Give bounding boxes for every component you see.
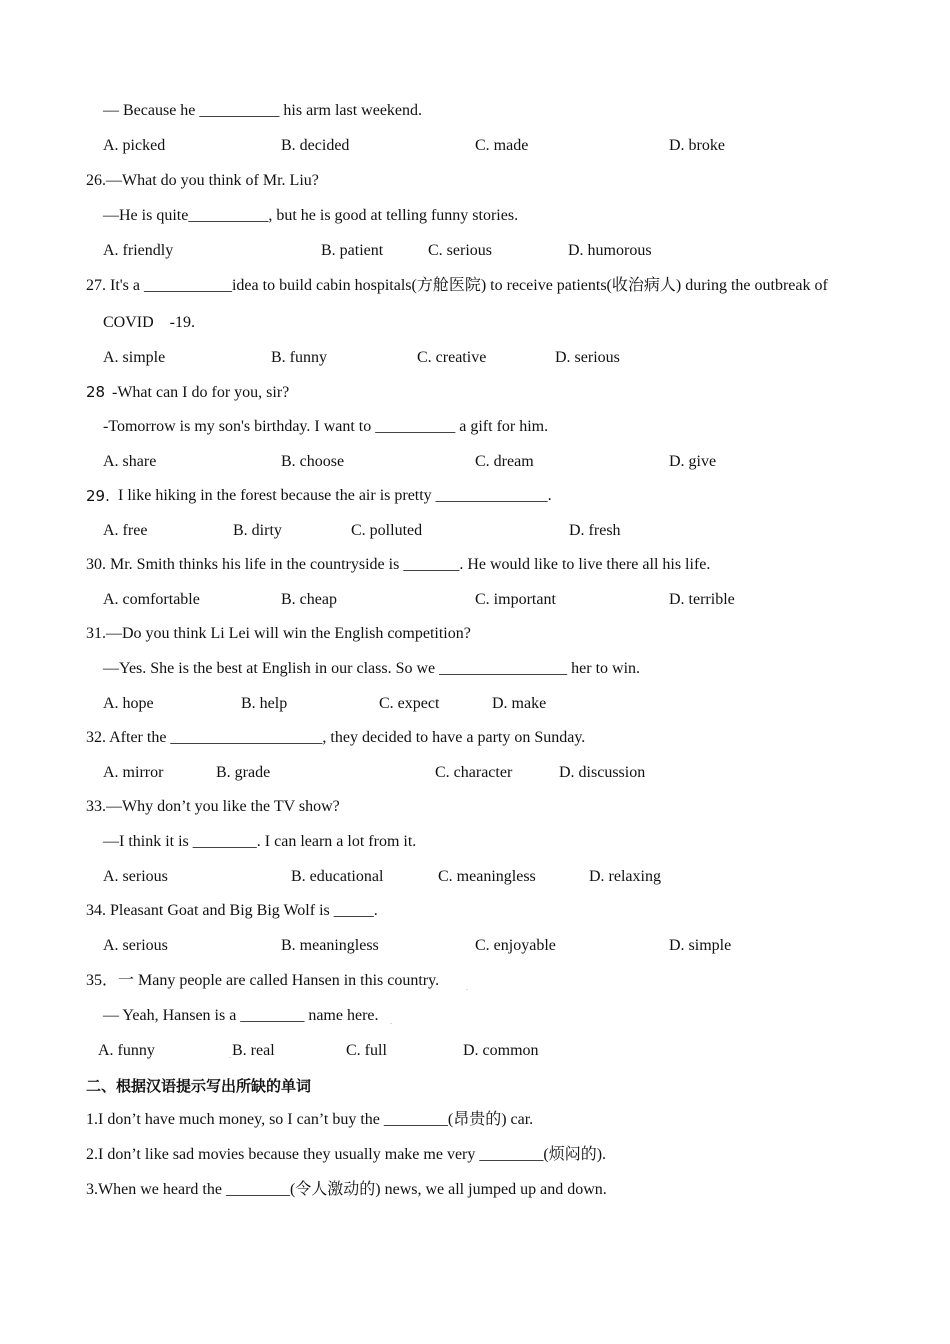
q26-option-b: B. patient (321, 242, 384, 259)
q31-option-d: D. make (492, 695, 547, 712)
q34-option-d: D. simple (669, 937, 732, 954)
q35-question: 35．一 Many people are called Hansen in this country. (86, 972, 440, 989)
q32-option-a: A. mirror (103, 764, 164, 781)
q33-answer-line: —I think it is ________. I can learn a lot from it. (103, 833, 417, 850)
q30-option-d: D. terrible (669, 591, 735, 608)
section-2-item-3: 3.When we heard the ________(令人激动的) news, we all jumped up and down. (86, 1181, 607, 1198)
q34-option-a: A. serious (103, 937, 168, 954)
q33-option-d: D. relaxing (589, 868, 661, 885)
q34-question: 34. Pleasant Goat and Big Big Wolf is _____. (86, 902, 378, 919)
q30-option-a: A. comfortable (103, 591, 200, 608)
q32-option-d: D. discussion (559, 764, 646, 781)
q31-option-b: B. help (241, 695, 288, 712)
q29-option-d: D. fresh (569, 522, 621, 539)
q27-question: 27. It's a ___________idea to build cabin hospitals(方舱医院) to receive patients(收治病人) during the outbreak of (86, 277, 828, 294)
q32-option-c: C. character (435, 764, 513, 781)
q35-option-a: A. funny (98, 1042, 155, 1059)
q28-answer-line: -Tomorrow is my son's birthday. I want to __________ a gift for him. (103, 418, 549, 435)
q27-option-b: B. funny (271, 349, 327, 366)
section-2-heading: 二、根据汉语提示写出所缺的单词 (86, 1077, 312, 1095)
q26-question: 26.—What do you think of Mr. Liu? (86, 172, 319, 189)
q27-option-a: A. simple (103, 349, 166, 366)
q32-question: 32. After the ___________________, they decided to have a party on Sunday. (86, 729, 586, 746)
q27-option-d: D. serious (555, 349, 620, 366)
q28-option-c: C. dream (475, 453, 534, 470)
q25-option-c: C. made (475, 137, 529, 154)
q33-option-b: B. educational (291, 868, 384, 885)
q27-question-cont: COVID -19. (103, 314, 195, 331)
q28-number: 28 (86, 383, 106, 401)
q26-option-a: A. friendly (103, 242, 174, 259)
q25-answer-line: — Because he __________ his arm last weekend. (103, 102, 423, 119)
q34-option-c: C. enjoyable (475, 937, 556, 954)
q29-question: I like hiking in the forest because the air is pretty ______________. (118, 487, 552, 504)
q35-option-c: C. full (346, 1042, 387, 1059)
q29-number: 29. (86, 487, 110, 505)
q28-option-d: D. give (669, 453, 717, 470)
q33-question: 33.—Why don’t you like the TV show? (86, 798, 340, 815)
paragraph-mark: . (229, 1051, 231, 1060)
section-2-item-2: 2.I don’t like sad movies because they usually make me very ________(烦闷的). (86, 1146, 607, 1163)
q33-option-a: A. serious (103, 868, 168, 885)
q26-option-d: D. humorous (568, 242, 652, 259)
q30-option-b: B. cheap (281, 591, 337, 608)
q30-question: 30. Mr. Smith thinks his life in the countryside is _______. He would like to live there all his life. (86, 556, 711, 573)
q28-option-b: B. choose (281, 453, 345, 470)
q33-option-c: C. meaningless (438, 868, 536, 885)
q35-answer-line: — Yeah, Hansen is a ________ name here. (103, 1007, 379, 1024)
q35-option-d: D. common (463, 1042, 539, 1059)
q35-option-b: B. real (232, 1042, 275, 1059)
q28-option-a: A. share (103, 453, 157, 470)
q25-option-a: A. picked (103, 137, 166, 154)
q29-option-a: A. free (103, 522, 148, 539)
q29-option-c: C. polluted (351, 522, 423, 539)
q31-option-c: C. expect (379, 695, 440, 712)
paragraph-mark: . (390, 1017, 392, 1026)
q26-option-c: C. serious (428, 242, 492, 259)
q31-question: 31.—Do you think Li Lei will win the English competition? (86, 625, 471, 642)
q29-option-b: B. dirty (233, 522, 282, 539)
q34-option-b: B. meaningless (281, 937, 379, 954)
q31-option-a: A. hope (103, 695, 154, 712)
section-2-item-1: 1.I don’t have much money, so I can’t buy the ________(昂贵的) car. (86, 1111, 534, 1128)
q28-question: -What can I do for you, sir? (112, 384, 290, 401)
q26-answer-line: —He is quite__________, but he is good at telling funny stories. (103, 207, 519, 224)
q31-answer-line: —Yes. She is the best at English in our class. So we ________________ her to win. (103, 660, 641, 677)
q27-option-c: C. creative (417, 349, 487, 366)
q32-option-b: B. grade (216, 764, 271, 781)
paragraph-mark: . (466, 983, 468, 992)
q25-option-d: D. broke (669, 137, 725, 154)
q30-option-c: C. important (475, 591, 556, 608)
q25-option-b: B. decided (281, 137, 350, 154)
